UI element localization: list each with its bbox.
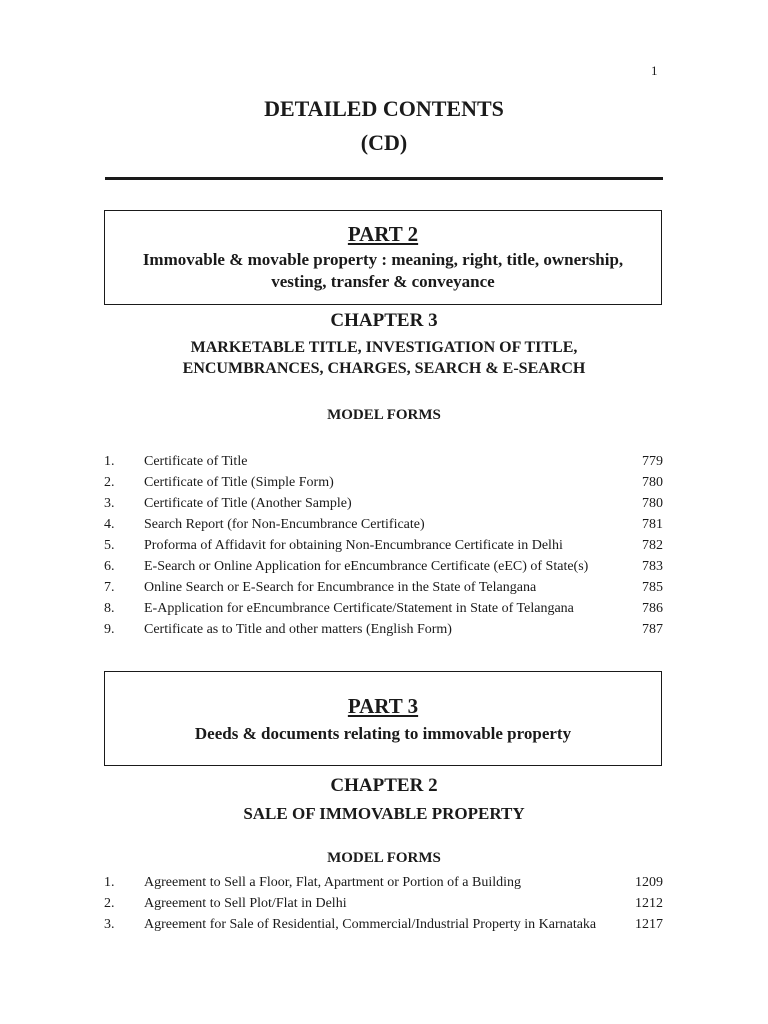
toc-entry xyxy=(104,514,663,535)
part-2-heading: PART 2 xyxy=(347,222,419,246)
toc-entry-number: 9. xyxy=(104,622,115,637)
toc-entry-number: 1. xyxy=(104,875,115,890)
chapter-3-title-line: MARKETABLE TITLE, INVESTIGATION OF TITLE, xyxy=(190,339,578,356)
toc-entry-page: 1217 xyxy=(635,917,663,932)
toc-entry-title: Certificate of Title (Another Sample) xyxy=(144,496,352,511)
toc-entry-number: 6. xyxy=(104,559,115,574)
toc-entry-title: Agreement to Sell a Floor, Flat, Apartment or Portion of a Building xyxy=(144,875,522,890)
toc-entry-title: Proforma of Affidavit for obtaining Non-Encumbrance Certificate in Delhi xyxy=(144,538,563,553)
toc-entry-page: 783 xyxy=(642,559,663,574)
toc-entry xyxy=(104,893,663,914)
toc-entry-title: Search Report (for Non-Encumbrance Certificate) xyxy=(144,517,425,532)
part-3-description: Deeds & documents relating to immovable property xyxy=(194,724,572,743)
toc-entry-title: E-Application for eEncumbrance Certificate/Statement in State of Telangana xyxy=(144,601,574,616)
toc-entry-page: 780 xyxy=(642,475,663,490)
toc-entry-title: E-Search or Online Application for eEncumbrance Certificate (eEC) of State(s) xyxy=(144,559,589,574)
document-title xyxy=(0,92,768,160)
toc-entry-page: 1212 xyxy=(635,896,663,911)
toc-entry xyxy=(104,472,663,493)
toc-entry-number: 7. xyxy=(104,580,115,595)
toc-entry-number: 4. xyxy=(104,517,115,532)
toc-entry-page: 782 xyxy=(642,538,663,553)
toc-entry xyxy=(104,451,663,472)
chapter-3-heading: CHAPTER 3 xyxy=(330,310,438,331)
toc-entry xyxy=(104,872,663,893)
toc-entry-page: 781 xyxy=(642,517,663,532)
part-3-box xyxy=(104,671,662,766)
toc-entry-number: 2. xyxy=(104,475,115,490)
toc-entry-number: 3. xyxy=(104,496,115,511)
toc-list-part-2 xyxy=(104,451,663,640)
chapter-2-title: SALE OF IMMOVABLE PROPERTY xyxy=(243,804,525,823)
toc-entry-number: 2. xyxy=(104,896,115,911)
toc-entry-number: 5. xyxy=(104,538,115,553)
model-forms-heading: MODEL FORMS xyxy=(327,407,441,423)
toc-entry-page: 1209 xyxy=(635,875,663,890)
chapter-2-heading: CHAPTER 2 xyxy=(330,775,438,796)
page-number: 1 xyxy=(651,63,658,78)
document-subtitle-line: (CD) xyxy=(360,130,408,155)
toc-entry xyxy=(104,556,663,577)
toc-entry xyxy=(104,914,663,935)
toc-entry-title: Certificate as to Title and other matters (English Form) xyxy=(144,622,452,637)
toc-entry xyxy=(104,598,663,619)
part-2-description: Immovable & movable property : meaning, right, title, ownership, vesting, transfer & conveyance xyxy=(142,250,624,291)
toc-entry-page: 780 xyxy=(642,496,663,511)
toc-entry-title: Agreement to Sell Plot/Flat in Delhi xyxy=(144,896,347,911)
model-forms-heading: MODEL FORMS xyxy=(327,850,441,866)
chapter-3-title xyxy=(0,337,768,379)
toc-entry xyxy=(104,535,663,556)
chapter-3-title-line: ENCUMBRANCES, CHARGES, SEARCH & E-SEARCH xyxy=(182,360,586,377)
toc-entry-number: 1. xyxy=(104,454,115,469)
toc-entry xyxy=(104,493,663,514)
toc-entry-title: Agreement for Sale of Residential, Commercial/Industrial Property in Karnataka xyxy=(144,917,597,932)
toc-entry-page: 786 xyxy=(642,601,663,616)
toc-entry-page: 785 xyxy=(642,580,663,595)
toc-entry xyxy=(104,577,663,598)
toc-entry-number: 8. xyxy=(104,601,115,616)
toc-entry-page: 779 xyxy=(642,454,663,469)
toc-entry xyxy=(104,619,663,640)
toc-entry-title: Online Search or E-Search for Encumbrance in the State of Telangana xyxy=(144,580,537,595)
toc-entry-title: Certificate of Title xyxy=(144,454,248,469)
document-title-line: DETAILED CONTENTS xyxy=(264,96,504,121)
part-2-box xyxy=(104,210,662,305)
toc-list-part-3 xyxy=(104,872,663,935)
toc-entry-number: 3. xyxy=(104,917,115,932)
part-3-heading: PART 3 xyxy=(347,694,419,718)
toc-entry-page: 787 xyxy=(642,622,663,637)
toc-entry-title: Certificate of Title (Simple Form) xyxy=(144,475,334,490)
title-divider xyxy=(105,177,663,180)
